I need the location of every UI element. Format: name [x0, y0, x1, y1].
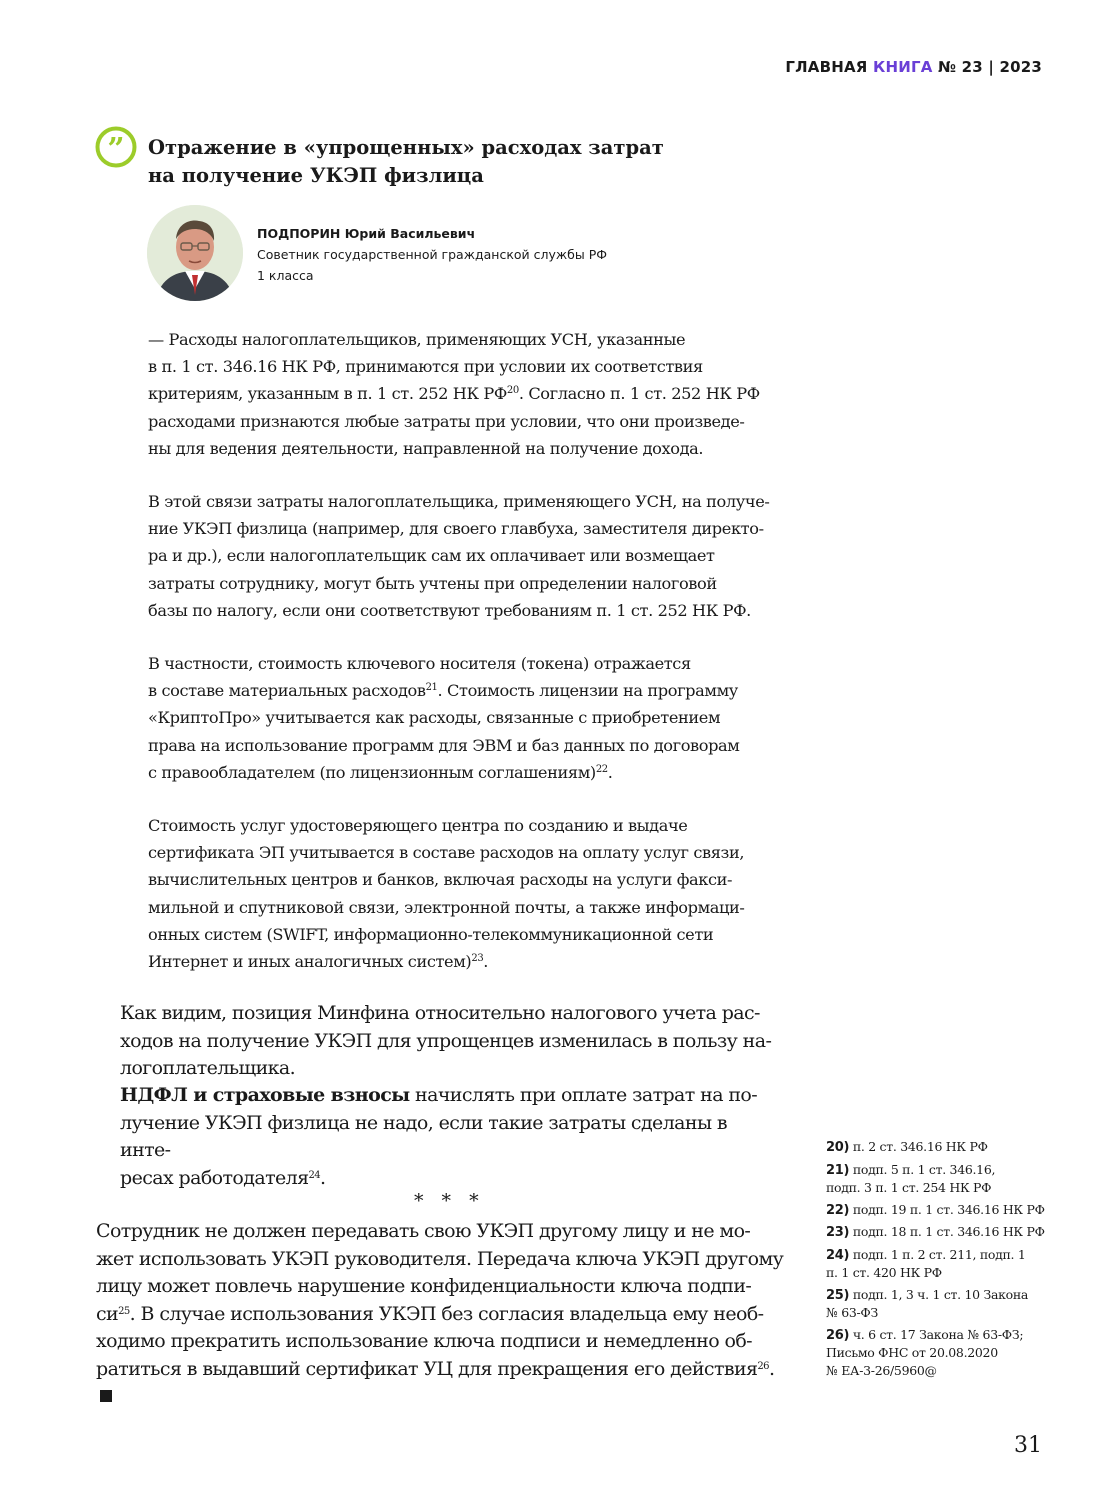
footnote-text: подп. 19 п. 1 ст. 346.16 НК РФ [852, 1201, 1045, 1217]
end-of-article-mark [100, 1390, 112, 1402]
body-paragraph [120, 1000, 780, 1083]
quote-paragraph [148, 650, 778, 786]
author-position: 1 класса [257, 268, 314, 283]
footnote-number: 25) [826, 1287, 850, 1303]
author-name: ПОДПОРИН Юрий Васильевич [257, 226, 476, 241]
footnote-number: 22) [826, 1202, 850, 1218]
body-paragraph [96, 1218, 786, 1411]
footnote-text: подп. 3 п. 1 ст. 254 НК РФ [826, 1180, 992, 1195]
text-line: права на использование программ для ЭВМ и баз данных по договорам [148, 735, 740, 755]
footnote [826, 1138, 1066, 1157]
footnote-text: ч. 6 ст. 17 Закона № 63-ФЗ; [852, 1326, 1024, 1342]
footnote-number: 21) [826, 1162, 850, 1178]
text-line: в составе материальных расходов [148, 681, 426, 701]
text-line: Интернет и иных аналогичных систем) [148, 952, 472, 972]
text-line: базы по налогу, если они соответствуют требованиям п. 1 ст. 252 НК РФ. [148, 600, 751, 620]
text-line: начислять при оплате затрат на по- [409, 1084, 758, 1106]
bold-lead: НДФЛ и страховые взносы [120, 1084, 410, 1106]
footnote [826, 1286, 1066, 1322]
text-line: лучение УКЭП физлица не надо, если такие затраты сделаны в инте- [120, 1111, 728, 1161]
text-line: — Расходы налогоплательщиков, применяющих УСН, указанные [148, 330, 686, 349]
footnote-ref: 21 [425, 682, 438, 694]
svg-text:”: ” [107, 132, 125, 167]
text-line: «КриптоПро» учитывается как расходы, связанные с приобретением [148, 708, 721, 728]
text-line: ходов на получение УКЭП для упрощенцев изменилась в пользу на- [120, 1029, 772, 1052]
author-quote [148, 326, 778, 1001]
brand-part1: ГЛАВНАЯ [785, 58, 868, 76]
author-position: Советник государственной гражданской службы РФ [257, 247, 607, 262]
footnote-text: подп. 1 п. 2 ст. 211, подп. 1 [852, 1246, 1026, 1262]
footnote-text: № 63-ФЗ [826, 1305, 878, 1320]
footnote-text: п. 1 ст. 420 НК РФ [826, 1265, 942, 1280]
text-line: затраты сотруднику, могут быть учтены при определении налоговой [148, 573, 717, 593]
footnote [826, 1223, 1066, 1242]
text-line: ходимо прекратить использование ключа подписи и немедленно об- [96, 1330, 752, 1352]
text-line: с правообладателем (по лицензионным соглашениям) [148, 762, 596, 782]
text-line: Сотрудник не должен передавать свою УКЭП другому лицу и не мо- [96, 1220, 751, 1242]
text-line: . Согласно п. 1 ст. 252 НК РФ [518, 384, 760, 404]
footnotes [826, 1138, 1066, 1383]
text-line: Стоимость услуг удостоверяющего центра по созданию и выдаче [148, 816, 688, 836]
quote-paragraph [148, 812, 778, 975]
magazine-header [785, 58, 1042, 76]
footnote-ref: 24 [308, 1169, 321, 1181]
footnote-number: 26) [826, 1327, 850, 1343]
text-line: . [607, 762, 613, 782]
footnote-number: 24) [826, 1247, 850, 1263]
text-line: ние УКЭП физлица (например, для своего главбуха, заместителя директо- [148, 519, 764, 539]
author-portrait-icon [147, 205, 243, 301]
text-line: лицу может повлечь нарушение конфиденциальности ключа подпи- [96, 1275, 752, 1297]
text-line: . [320, 1166, 326, 1189]
text-line: ра и др.), если налогоплательщик сам их оплачивает или возмещает [148, 546, 715, 566]
footnote-ref: 23 [471, 953, 484, 965]
footnote-text: подп. 1, 3 ч. 1 ст. 10 Закона [852, 1286, 1029, 1302]
footnote-text: № ЕА-3-26/5960@ [826, 1362, 937, 1378]
footnote-text: подп. 18 п. 1 ст. 346.16 НК РФ [852, 1224, 1045, 1239]
footnote-number: 23) [826, 1225, 850, 1240]
text-line: . Стоимость лицензии на программу [437, 681, 738, 701]
text-line: мильной и спутниковой связи, электронной почты, а также информаци- [148, 897, 745, 917]
footnote-ref: 25 [118, 1305, 130, 1317]
footnote-text: п. 2 ст. 346.16 НК РФ [852, 1139, 988, 1154]
text-line: расходами признаются любые затраты при условии, что они произведе- [148, 411, 745, 431]
author-info [257, 223, 607, 286]
text-line: . [483, 952, 489, 972]
footnote [826, 1246, 1066, 1282]
quote-paragraph [148, 326, 778, 462]
text-line: . В случае использования УКЭП без согласия владельца ему необ- [129, 1302, 764, 1325]
author-avatar [147, 205, 243, 301]
footnote [826, 1161, 1066, 1197]
text-line: критериям, указанным в п. 1 ст. 252 НК РФ [148, 384, 507, 404]
title-line: Отражение в «упрощенных» расходах затрат [148, 136, 664, 159]
quote-icon [95, 126, 137, 168]
text-line: ратиться в выдавший сертификат УЦ для прекращения его действия [96, 1357, 758, 1380]
text-line: в п. 1 ст. 346.16 НК РФ, принимаются при условии их соответствия [148, 357, 703, 377]
text-line: жет использовать УКЭП руководителя. Передача ключа УКЭП другому [96, 1247, 784, 1270]
page-number: 31 [1014, 1433, 1042, 1458]
section-separator: * * * [414, 1190, 485, 1212]
footnote-number: 20) [826, 1140, 850, 1155]
text-line: онных систем (SWIFT, информационно-телекоммуникационной сети [148, 924, 714, 944]
text-line: си [96, 1302, 119, 1325]
footnote-ref: 26 [757, 1360, 769, 1372]
footnote-ref: 22 [595, 763, 608, 775]
text-line: В частности, стоимость ключевого носителя (токена) отражается [148, 654, 691, 674]
article-title [148, 134, 708, 190]
text-line: сертификата ЭП учитывается в составе расходов на оплату услуг связи, [148, 843, 745, 863]
body-paragraph [120, 1082, 780, 1192]
text-line: . [768, 1357, 775, 1380]
footnote [826, 1326, 1066, 1380]
footnote-ref: 20 [506, 385, 519, 397]
footnote [826, 1201, 1066, 1220]
title-line: на получение УКЭП физлица [148, 164, 484, 187]
text-line: ресах работодателя [120, 1166, 309, 1189]
footnote-text: подп. 5 п. 1 ст. 346.16, [852, 1161, 996, 1177]
text-line: вычислительных центров и банков, включая расходы на услуги факси- [148, 870, 733, 890]
text-line: В этой связи затраты налогоплательщика, применяющего УСН, на получе- [148, 492, 770, 512]
footnote-text: Письмо ФНС от 20.08.2020 [826, 1345, 998, 1360]
quote-paragraph [148, 488, 778, 624]
text-line: логоплательщика. [120, 1057, 296, 1079]
issue-number: № 23 | 2023 [937, 58, 1042, 76]
brand-part2: КНИГА [873, 58, 933, 76]
text-line: Как видим, позиция Минфина относительно налогового учета рас- [120, 1002, 760, 1024]
text-line: ны для ведения деятельности, направленной на получение дохода. [148, 438, 704, 458]
